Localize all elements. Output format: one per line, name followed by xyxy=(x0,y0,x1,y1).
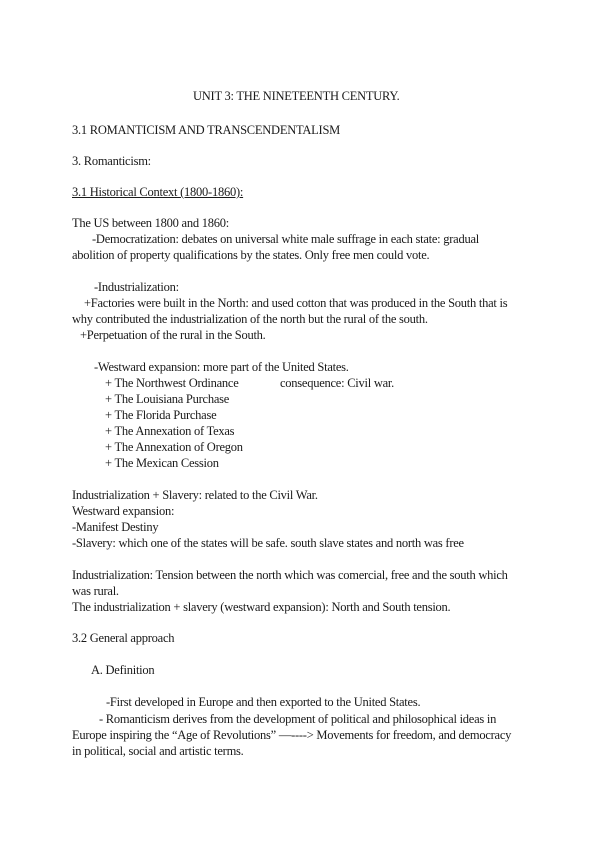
summary-line: Westward expansion: xyxy=(72,504,175,518)
definition-line: -First developed in Europe and then exported to the United States. xyxy=(106,695,421,709)
general-approach-heading: 3.2 General approach xyxy=(72,631,175,645)
westward-item xyxy=(105,375,585,391)
definition-line: - Romanticism derives from the development of political and philosophical ideas in xyxy=(99,712,497,726)
factories-line-2: why contributed the industrialization of the north but the rural of the south. xyxy=(72,312,428,326)
consequence-note: consequence: Civil war. xyxy=(280,376,395,390)
tension-line: The industrialization + slavery (westward expansion): North and South tension. xyxy=(72,600,451,614)
westward-item: + The Florida Purchase xyxy=(105,408,217,422)
democratization-line-1: -Democratization: debates on universal white male suffrage in each state: gradual xyxy=(92,232,479,246)
definition-line: Europe inspiring the “Age of Revolutions” —----> Movements for freedom, and democracy xyxy=(72,728,512,742)
perpetuation-line: +Perpetuation of the rural in the South. xyxy=(80,328,266,342)
factories-line-1: +Factories were built in the North: and used cotton that was produced in the South that is xyxy=(84,296,508,310)
summary-line: Industrialization + Slavery: related to the Civil War. xyxy=(72,488,318,502)
tension-line: Industrialization: Tension between the north which was comercial, free and the south which xyxy=(72,568,508,582)
tension-line: was rural. xyxy=(72,584,119,598)
westward-item: + The Mexican Cession xyxy=(105,456,219,470)
industrialization-label: -Industrialization: xyxy=(94,280,179,294)
westward-item: + The Annexation of Oregon xyxy=(105,440,243,454)
westward-label: -Westward expansion: more part of the United States. xyxy=(94,360,349,374)
summary-line: -Slavery: which one of the states will be safe. south slave states and north was free xyxy=(72,536,464,550)
democratization-line-2: abolition of property qualifications by the states. Only free men could vote. xyxy=(72,248,430,262)
westward-item-text: + The Northwest Ordinance xyxy=(105,376,239,390)
definition-line: in political, social and artistic terms. xyxy=(72,744,244,758)
definition-heading: A. Definition xyxy=(91,663,155,677)
historical-context-heading: 3.1 Historical Context (1800-1860): xyxy=(72,185,244,199)
westward-item: + The Annexation of Texas xyxy=(105,424,235,438)
summary-line: -Manifest Destiny xyxy=(72,520,159,534)
westward-item: + The Louisiana Purchase xyxy=(105,392,230,406)
us-intro: The US between 1800 and 1860: xyxy=(72,216,229,230)
section-heading: 3.1 ROMANTICISM AND TRANSCENDENTALISM xyxy=(72,123,341,137)
page-title: UNIT 3: THE NINETEENTH CENTURY. xyxy=(193,89,400,103)
romanticism-heading: 3. Romanticism: xyxy=(72,154,151,168)
